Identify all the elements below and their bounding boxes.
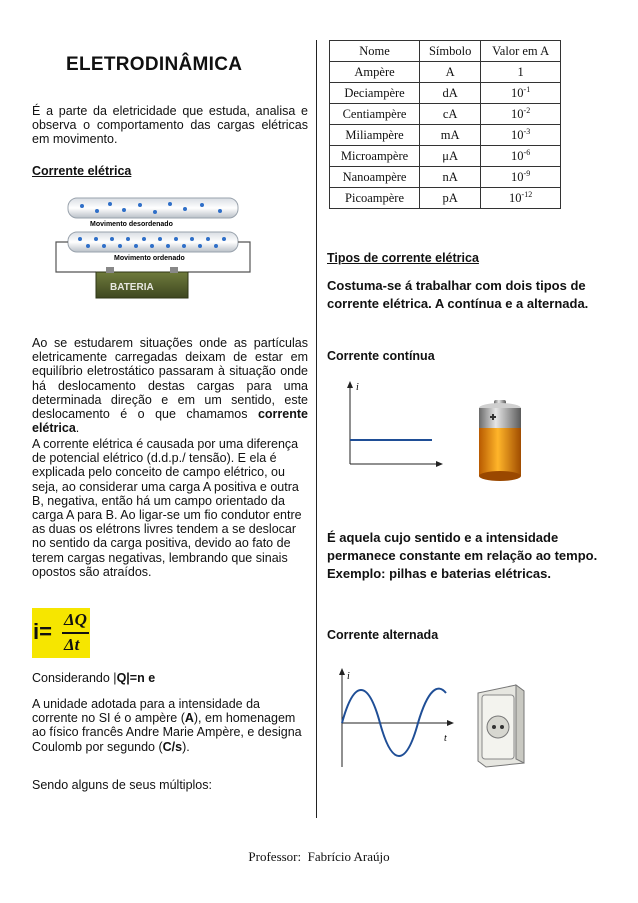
table-row xyxy=(330,188,561,209)
cell-value xyxy=(481,83,561,104)
paragraph-unidade xyxy=(32,697,308,754)
cell-value xyxy=(481,167,561,188)
cell-value-exp: -2 xyxy=(523,105,531,115)
footer-professor: Professor: Fabrício Araújo xyxy=(248,849,390,864)
paragraph-corrente xyxy=(32,336,308,435)
cell-name: Picoampère xyxy=(330,188,420,209)
considerando-line xyxy=(32,671,308,685)
cell-name: Deciampère xyxy=(330,83,420,104)
corrente-heading: Corrente elétrica xyxy=(32,164,132,178)
cell-value xyxy=(481,188,561,209)
battery-icon xyxy=(474,398,526,482)
formula-lhs: i= xyxy=(33,619,52,644)
table-row xyxy=(330,104,561,125)
header-nome: Nome xyxy=(330,41,420,62)
cell-value-exp: -1 xyxy=(523,84,531,94)
cell-value-base: 10 xyxy=(511,86,524,101)
ac-y-label: i xyxy=(347,671,350,682)
table-row xyxy=(330,62,561,83)
considerando-bold: Q|=n e xyxy=(116,671,156,685)
cell-name: Miliampère xyxy=(330,125,420,146)
cell-value-base: 1 xyxy=(517,65,524,80)
cell-value xyxy=(481,125,561,146)
dc-y-label: i xyxy=(356,382,359,393)
cell-value-exp: -9 xyxy=(523,168,531,178)
cell-name: Microampère xyxy=(330,146,420,167)
page-title: ELETRODINÂMICA xyxy=(66,54,243,75)
paragraph-corrente-bold: corrente elétrica xyxy=(32,407,308,436)
cell-symbol: nA xyxy=(420,167,481,188)
table-row xyxy=(330,167,561,188)
table-row xyxy=(330,146,561,167)
cell-name: Centiampère xyxy=(330,104,420,125)
alternada-heading: Corrente alternada xyxy=(327,628,439,642)
continua-heading: Corrente contínua xyxy=(327,349,435,363)
label-disordered: Movimento desordenado xyxy=(90,221,173,228)
cell-symbol: dA xyxy=(420,83,481,104)
units-table xyxy=(329,40,561,209)
formula-numerator: ΔQ xyxy=(64,610,87,629)
label-ordered: Movimento ordenado xyxy=(114,255,185,262)
cell-value xyxy=(481,146,561,167)
header-valor: Valor em A xyxy=(481,41,561,62)
cell-value-base: 10 xyxy=(509,191,522,206)
dc-graph xyxy=(336,378,446,468)
cell-value-exp: -12 xyxy=(521,189,533,199)
unidade-text-2: ), em homenagem ao físico francês Andre Marie Ampère, e designa Coulomb por segundo ( xyxy=(32,711,302,754)
cell-value-base: 10 xyxy=(511,128,524,143)
current-diagram xyxy=(52,192,272,302)
formula-bar xyxy=(62,632,89,634)
unidade-symbol-a: A xyxy=(184,711,194,726)
table-row xyxy=(330,83,561,104)
formula-denominator: Δt xyxy=(64,635,80,654)
cell-symbol: mA xyxy=(420,125,481,146)
outlet-icon xyxy=(472,683,528,769)
considerando-prefix: Considerando | xyxy=(32,671,117,685)
unidade-symbol-cs: C/s xyxy=(162,739,183,754)
cell-symbol: μA xyxy=(420,146,481,167)
cell-value-base: 10 xyxy=(511,107,524,122)
intro-paragraph: É a parte da eletricidade que estuda, analisa e observa o comportamento das cargas elétricas em movimento. xyxy=(32,104,308,147)
ac-graph xyxy=(332,667,460,771)
column-divider xyxy=(316,40,317,818)
cell-value-exp: -3 xyxy=(523,126,531,136)
header-simbolo: Símbolo xyxy=(420,41,481,62)
tipos-text: Costuma-se á trabalhar com dois tipos de corrente elétrica. A contínua e a alternada. xyxy=(327,278,589,311)
table-row xyxy=(330,125,561,146)
units-table-header xyxy=(330,41,561,62)
cell-name: Nanoampère xyxy=(330,167,420,188)
cell-symbol: cA xyxy=(420,104,481,125)
unidade-text-3: ). xyxy=(182,739,190,754)
cell-value-base: 10 xyxy=(511,149,524,164)
unidade-text-1: A unidade adotada para a intensidade da corrente no SI é o ampère ( xyxy=(32,697,260,726)
cell-value xyxy=(481,104,561,125)
cell-value xyxy=(481,62,561,83)
cell-symbol: pA xyxy=(420,188,481,209)
cell-value-exp: -6 xyxy=(523,147,531,157)
cell-name: Ampère xyxy=(330,62,420,83)
paragraph-corrente-text: Ao se estudarem situações onde as partículas eletricamente carregadas deixam de estar em equilíbrio eletrostático passaram à situação onde há deslocamento destas cargas para uma determinada direção e em um sentido, este deslocamento é o que chamamos xyxy=(32,336,308,422)
multiplos-line: Sendo alguns de seus múltiplos: xyxy=(32,778,212,792)
paragraph-corrente-end: . xyxy=(75,421,80,436)
continua-text: É aquela cujo sentido e a intensidade permanece constante em relação ao tempo. Exemplo: pilhas e baterias elétricas. xyxy=(327,530,598,581)
paragraph-ddp: A corrente elétrica é causada por uma diferença de potencial elétrico (d.d.p./ tensão). E ela é explicada pelo conceito de campo elétrico, ou seja, ao considerar uma carga A positiva e outra B, negativa, então há um campo orientado da carga A para B. Ao ligar-se um fio condutor entre as duas os elétrons livres tendem a se deslocar no sentido da carga positiva, devido ao fato de terem cargas negativas, lembrando que sinais opostos são atraídos. xyxy=(32,437,302,579)
cell-value-base: 10 xyxy=(511,170,524,185)
ac-x-label: t xyxy=(444,733,447,744)
battery-label: BATERIA xyxy=(110,282,154,293)
tipos-heading: Tipos de corrente elétrica xyxy=(327,251,479,265)
cell-symbol: A xyxy=(420,62,481,83)
